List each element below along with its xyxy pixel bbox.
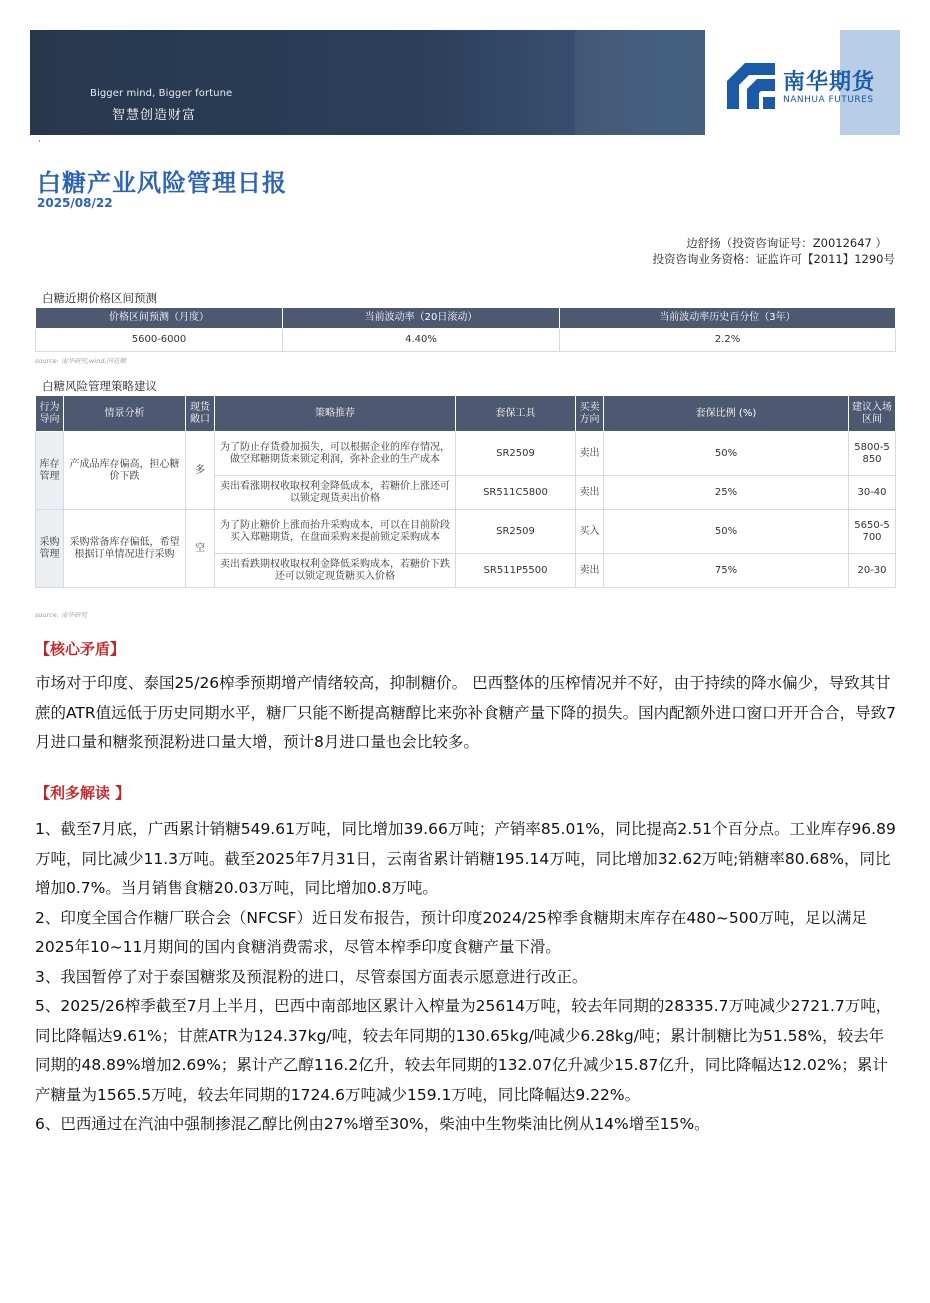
slogan-cn: 智慧创造财富 — [112, 108, 197, 123]
nanhua-logo-icon — [727, 63, 775, 109]
side-cell: 卖出 — [576, 432, 604, 476]
list-item: 2、印度全国合作糖厂联合会（NFCSF）近日发布报告，预计印度2024/25榨季食糖期末库存在480~500万吨，足以满足2025年10~11月期间的国内食糖消费需求，尽管本榨季印度食糖产量下滑。 — [35, 908, 868, 956]
strategy-table-title: 白糖风险管理策略建议 — [42, 379, 157, 393]
table-header-cell: 套保工具 — [456, 396, 576, 432]
table-header-cell: 策略推荐 — [215, 396, 456, 432]
direction-cell: 采购管理 — [36, 510, 64, 588]
core-paragraph: 市场对于印度、泰国25/26榨季预期增产情绪较高，抑制糖价。 巴西整体的压榨情况并不好，由于持续的降水偏少，导致其甘蔗的ATR值远低于历史同期水平，糖厂只能不断提高糖醇比来弥补食糖产量下降的损失。国内配额外进口窗口开开合合，导致7月进口量和糖浆预混粉进口量大增，预计8月进口量也会比较多。 — [35, 674, 897, 751]
range-cell: 30-40 — [849, 476, 896, 510]
scenario-cell: 产成品库存偏高，担心糖价下跌 — [64, 432, 186, 510]
source-note: source: 南华研究 — [35, 611, 87, 619]
tool-cell: SR2509 — [456, 432, 576, 476]
table-row — [36, 510, 896, 554]
table-header-row — [36, 308, 896, 329]
ratio-cell: 75% — [604, 554, 849, 588]
table-header-cell: 价格区间预测（月度） — [36, 308, 283, 329]
logo-text-en: NANHUA FUTURES — [783, 95, 874, 105]
side-cell: 卖出 — [576, 554, 604, 588]
tool-cell: SR2509 — [456, 510, 576, 554]
ratio-cell: 25% — [604, 476, 849, 510]
bullish-heading: 【利多解读 】 — [35, 784, 131, 802]
table-header-cell: 情景分析 — [64, 396, 186, 432]
table-header-row — [36, 396, 896, 432]
bullish-list — [35, 815, 897, 1140]
strategy-cell: 为了防止糖价上涨而抬升采购成本，可以在目前阶段买入郑糖期货，在盘面采购来提前锁定采购成本 — [215, 510, 456, 554]
side-cell: 买入 — [576, 510, 604, 554]
range-cell: 5650-5700 — [849, 510, 896, 554]
logo-text-cn: 南华期货 — [783, 70, 876, 95]
list-item: 5、2025/26榨季截至7月上半月，巴西中南部地区累计入榨量为25614万吨，较去年同期的28335.7万吨减少2721.7万吨，同比降幅达9.61%；甘蔗ATR为124.37kg/吨，较去年同期的130.65kg/吨减少6.28kg/吨；累计制糖比为51.58%，较去年同期的48.89%增加2.69%；累计产乙醇116.2亿升，较去年同期的132.07亿升减少15.87亿升，同比降幅达12.02%；累计产糖量为1565.5万吨，较去年同期的1724.6万吨减少159.1万吨，同比降幅达9.22%。 — [35, 997, 892, 1104]
table-row — [36, 432, 896, 476]
strategy-cell: 卖出看跌期权收取权利金降低采购成本，若糖价下跌还可以锁定现货糖买入价格 — [215, 554, 456, 588]
price-forecast-table — [35, 307, 896, 352]
list-item: 3、我国暂停了对于泰国糖浆及预混粉的进口，尽管泰国方面表示愿意进行改正。 — [35, 967, 588, 986]
ratio-cell: 50% — [604, 510, 849, 554]
scenario-cell: 采购常备库存偏低，希望根据订单情况进行采购 — [64, 510, 186, 588]
core-text — [35, 669, 897, 758]
price-table-title: 白糖近期价格区间预测 — [42, 291, 157, 305]
table-header-cell: 当前波动率（20日滚动） — [283, 308, 560, 329]
slogan-en: Bigger mind, Bigger fortune — [90, 88, 233, 99]
table-cell: 5600-6000 — [36, 329, 283, 352]
table-header-cell: 买卖方向 — [576, 396, 604, 432]
exposure-cell: 多 — [186, 432, 215, 510]
table-cell: 2.2% — [560, 329, 896, 352]
bullet-dot: · — [38, 137, 41, 147]
table-header-cell: 建议入场区间 — [849, 396, 896, 432]
exposure-cell: 空 — [186, 510, 215, 588]
author-line: 边舒扬（投资咨询证号：Z0012647 ） — [686, 236, 887, 250]
table-header-cell: 当前波动率历史百分位（3年） — [560, 308, 896, 329]
tool-cell: SR511P5500 — [456, 554, 576, 588]
tool-cell: SR511C5800 — [456, 476, 576, 510]
table-row — [36, 329, 896, 352]
direction-cell: 库存管理 — [36, 432, 64, 510]
source-note: source: 南华研究,wind,同花顺 — [35, 357, 126, 365]
range-cell: 5800-5850 — [849, 432, 896, 476]
header-banner — [30, 30, 900, 135]
table-header-cell: 行为导向 — [36, 396, 64, 432]
report-date: 2025/08/22 — [37, 196, 113, 210]
table-header-cell: 套保比例 (%) — [604, 396, 849, 432]
qualification-line: 投资咨询业务资格：证监许可【2011】1290号 — [652, 252, 895, 266]
table-cell: 4.40% — [283, 329, 560, 352]
banner-stripe — [575, 30, 705, 135]
range-cell: 20-30 — [849, 554, 896, 588]
company-logo — [727, 63, 900, 113]
list-item: 6、巴西通过在汽油中强制掺混乙醇比例由27%增至30%，柴油中生物柴油比例从14%增至15%。 — [35, 1115, 710, 1133]
side-cell: 卖出 — [576, 476, 604, 510]
ratio-cell: 50% — [604, 432, 849, 476]
strategy-table — [35, 395, 896, 588]
strategy-cell: 为了防止存货叠加损失，可以根据企业的库存情况，做空郑糖期货来锁定利润，弥补企业的生产成本 — [215, 432, 456, 476]
list-item: 1、截至7月底，广西累计销糖549.61万吨，同比增加39.66万吨；产销率85.01%，同比提高2.51个百分点。工业库存96.89万吨，同比减少11.3万吨。截至2025年7月31日，云南省累计销糖195.14万吨，同比增加32.62万吨;销糖率80.68%，同比增加0.7%。当月销售食糖20.03万吨，同比增加0.8万吨。 — [35, 820, 896, 897]
report-title: 白糖产业风险管理日报 — [37, 169, 287, 197]
table-header-cell: 现货敞口 — [186, 396, 215, 432]
strategy-cell: 卖出看涨期权收取权利金降低成本，若糖价上涨还可以锁定现货卖出价格 — [215, 476, 456, 510]
core-heading: 【核心矛盾】 — [35, 640, 126, 658]
